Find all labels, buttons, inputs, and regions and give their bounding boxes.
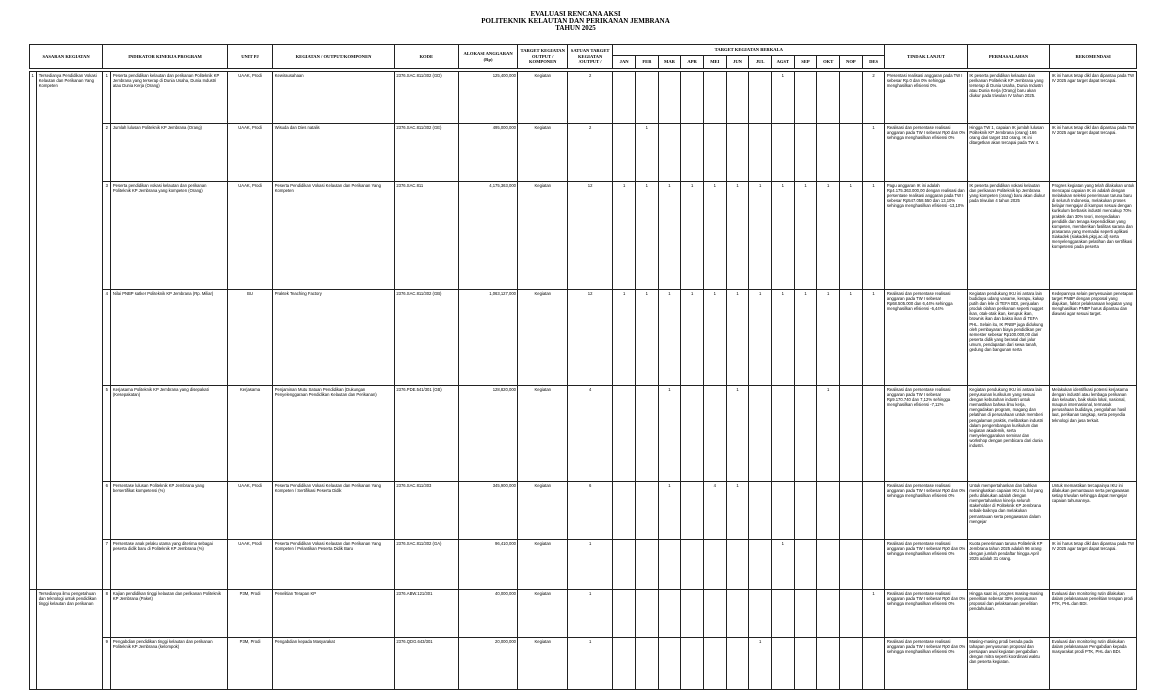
permasalahan-cell: Hingga TW 1, capaian IK jumlah lulusan Politeknik KP Jembrana (orang) 166 orang dari target 153 orang. IK ini ditargetkan akan tercapai pada TW 4.: [967, 124, 1049, 182]
header-month: JUN: [726, 56, 749, 69]
month-cell: 1: [681, 290, 704, 386]
indikator-number: 2: [103, 124, 111, 182]
indikator-cell: Nilai PNBP satker Politeknik KP Jembrana (Rp. Miliar): [111, 290, 227, 386]
month-cell: 1: [772, 540, 795, 590]
kegiatan-cell: Penelitian Terapan KP: [273, 590, 395, 638]
target-cell: 12: [567, 182, 612, 290]
satuan-cell: Kegiatan: [518, 638, 567, 690]
month-cell: 1: [794, 182, 817, 290]
month-cell: [635, 590, 658, 638]
month-cell: [635, 72, 658, 124]
month-cell: [658, 540, 681, 590]
month-cell: [817, 72, 840, 124]
month-cell: [749, 386, 772, 482]
unit-cell: UAAK, Prodi: [227, 124, 272, 182]
indikator-number: 3: [103, 182, 111, 290]
alokasi-cell: 20,000,000: [458, 638, 518, 690]
month-cell: [613, 540, 636, 590]
month-cell: 1: [817, 182, 840, 290]
kegiatan-cell: Peserta Pendidikan Vokasi Kelautan dan Perikanan Yang Kompeten / Pelantikan Peserta Didik Baru: [273, 540, 395, 590]
month-cell: [703, 590, 726, 638]
satuan-cell: Kegiatan: [518, 540, 567, 590]
indikator-cell: Persentase lulusan Politeknik KP Jembrana yang bersertifikat kompetensi (%): [111, 482, 227, 540]
month-cell: 1: [749, 182, 772, 290]
month-cell: 1: [840, 182, 863, 290]
tindak-lanjut-cell: Realisasi dan persentase realisasi anggaran pada TW I sebesar Rp0 dan 0% sehingga menghasilkan efisiensi 0%: [885, 124, 967, 182]
alokasi-cell: 495,000,000: [458, 124, 518, 182]
header-alokasi: ALOKASI ANGGARAN (Rp): [458, 45, 518, 69]
header-month: DES: [862, 56, 885, 69]
header-unit: UNIT PJ: [227, 45, 272, 69]
alokasi-cell: 125,400,000: [458, 72, 518, 124]
tindak-lanjut-cell: Realisasi dan persentase realisasi anggaran pada TW I sebesar Rp0 dan 0% sehingga menghasilkan efisiensi 0%: [885, 638, 967, 690]
alokasi-cell: 128,820,000: [458, 386, 518, 482]
indikator-number: 9: [103, 638, 111, 690]
indikator-cell: Jumlah lulusan Politeknik KP Jembrana (Orang): [111, 124, 227, 182]
permasalahan-cell: IK peserta pendidikan vokasi kelautan dan perikanan Politeknik kp Jembrana yang kompeten (orang) baru akan diukur pada triwulan 4 tahun 2025: [967, 182, 1049, 290]
month-cell: [772, 482, 795, 540]
month-cell: [726, 638, 749, 690]
month-cell: [703, 540, 726, 590]
header-month: AGST: [772, 56, 795, 69]
month-cell: [726, 590, 749, 638]
month-cell: [794, 540, 817, 590]
indikator-cell: Pengabdian pendidikan tinggi kelautan dan perikanan Politeknik KP Jembrana (kelompok): [111, 638, 227, 690]
permasalahan-cell: Kegiatan pendukung IKU ini antara lain penyusunan kurikulum yang sesuai dengan kebutuhan industri untuk memastikan bahwa ilmu kerja, mengadakan program, magang dan pelatihan di perusahaan untuk memberi pengalaman praktis, melibatkan industri dalam pengembangan kurikulum dan kegiatan akademik, serta menyelenggarakan seminar dan workshop dengan pembicara dari dunia industri.: [967, 386, 1049, 482]
month-cell: 1: [749, 290, 772, 386]
month-cell: [794, 124, 817, 182]
institution-title: POLITEKNIK KELAUTAN DAN PERIKANAN JEMBRANA: [481, 17, 670, 25]
satuan-cell: Kegiatan: [518, 482, 567, 540]
header-month: SEP: [794, 56, 817, 69]
sasaran-cell: Tersedianya Pendidikan Vokasi Kelautan dan Perikanan Yang Kompeten: [37, 72, 103, 590]
kegiatan-cell: Wisuda dan Dies natalis: [273, 124, 395, 182]
month-cell: [840, 72, 863, 124]
header-month: NOP: [840, 56, 863, 69]
indikator-cell: Kajian pendidikan tinggi kelautan dan perikanan Politeknik KP Jembrana (Paket): [111, 590, 227, 638]
month-cell: 1: [817, 386, 840, 482]
alokasi-cell: 4,175,363,000: [458, 182, 518, 290]
satuan-cell: Kegiatan: [518, 72, 567, 124]
kode-cell: 2376.SAC.811/302 (GB): [394, 290, 458, 386]
satuan-cell: Kegiatan: [518, 290, 567, 386]
header-satuan: SATUAN TARGET KEGIATAN /OUTPUT /: [567, 45, 612, 69]
indikator-cell: Persentase anak pelaku utama yang diterima sebagai peserta didik baru di Politeknik KP Jembrana (%): [111, 540, 227, 590]
header-kegiatan: KEGIATAN / OUTPUT/KOMPONEN: [273, 45, 395, 69]
month-cell: 1: [749, 638, 772, 690]
month-cell: [635, 386, 658, 482]
month-cell: [749, 124, 772, 182]
header-month: MAR: [658, 56, 681, 69]
kegiatan-cell: Praktek Teaching Factory: [273, 290, 395, 386]
indikator-number: 5: [103, 386, 111, 482]
report-title: EVALUASI RENCANA AKSI: [530, 10, 621, 18]
month-cell: [840, 540, 863, 590]
satuan-cell: Kegiatan: [518, 386, 567, 482]
indikator-number: 6: [103, 482, 111, 540]
satuan-cell: Kegiatan: [518, 124, 567, 182]
month-cell: [703, 638, 726, 690]
tindak-lanjut-cell: Realisasi dan persentase realisasi anggaran pada TW I sebesar Rp0 dan 0% sehingga menghasilkan efisiensi 0%: [885, 482, 967, 540]
month-cell: [613, 638, 636, 690]
rekomendasi-cell: IK ini harus tetap dikl dan dipantau pada TW IV 2025 agar target dapat tercapai.: [1050, 540, 1137, 590]
header-sasaran: SASARAN KEGIATAN: [30, 45, 103, 69]
permasalahan-cell: Masing-masing prodi berada pada tahapan penyusunan proposal dan persiapan awal kegiatan pengabdian dengan mitra seperti koordinasi waktu dan peserta kegiatan.: [967, 638, 1049, 690]
kegiatan-cell: Peserta Pendidikan Vokasi Kelautan dan Perikanan Yang Kompeten / Sertifikasi Peserta Didik: [273, 482, 395, 540]
rekomendasi-cell: IK ini harus tetap dikl dan dipantau pada TW IV 2025 agar target dapat tercapai.: [1050, 124, 1137, 182]
table-row: [30, 290, 1137, 386]
target-cell: 2: [567, 72, 612, 124]
header-month: OKT: [817, 56, 840, 69]
header-target-output: TARGET KEGIATAN OUTPUT / KOMPONEN: [518, 45, 567, 69]
tindak-lanjut-cell: Realisasi dan persentase realisasi anggaran pada TW I sebesar Rp0 dan 0% sehingga menghasilkan efisiensi 0%: [885, 540, 967, 590]
sasaran-number: 1: [30, 72, 37, 590]
target-cell: 6: [567, 482, 612, 540]
target-cell: 1: [567, 540, 612, 590]
alokasi-cell: 345,900,000: [458, 482, 518, 540]
month-cell: 1: [840, 290, 863, 386]
month-cell: 1: [658, 290, 681, 386]
month-cell: [681, 590, 704, 638]
kegiatan-cell: Pengabdian kepada Masyarakat: [273, 638, 395, 690]
month-cell: [681, 540, 704, 590]
month-cell: [840, 386, 863, 482]
month-cell: [749, 590, 772, 638]
tindak-lanjut-cell: Realisasi dan persentase realisasi anggaran pada TW I sebesar Rp9.170.740 dan 7,12% sehingga menghasilkan efisiensi -7,12%: [885, 386, 967, 482]
tindak-lanjut-cell: Realisasi dan persentase realisasi anggaran pada TW I sebesar Rp68.505.000 dan 6,44% sehingga menghasilkan efisiensi -6,44%: [885, 290, 967, 386]
month-cell: [749, 540, 772, 590]
target-cell: 1: [567, 638, 612, 690]
month-cell: 1: [613, 290, 636, 386]
unit-cell: UAAK, Prodi: [227, 540, 272, 590]
kode-cell: 2376.QDG.643/301: [394, 638, 458, 690]
tindak-lanjut-cell: Presentasi realisasi anggaran pada TW I sebesar Rp.0 dan 0% sehingga menghasilkan efisiensi 0%.: [885, 72, 967, 124]
kode-cell: 2376.ABW.121/301: [394, 590, 458, 638]
month-cell: 1: [862, 124, 885, 182]
month-cell: 1: [658, 386, 681, 482]
header-month: MEI: [703, 56, 726, 69]
month-cell: [658, 124, 681, 182]
kode-cell: 2376.SAC.811/302 (GD): [394, 72, 458, 124]
month-cell: [726, 72, 749, 124]
sasaran-cell: Tersedianya ilmu pengetahuan dan teknologi untuk pendidikan tinggi kelautan dan perikanan: [37, 590, 103, 690]
month-cell: [840, 124, 863, 182]
month-cell: [613, 72, 636, 124]
tindak-lanjut-cell: Pagu anggaran IK ini adalah Rp4.175.363.000,00 dengan realisasi dan persentase realisasi anggaran pada TW I sebesar Rp547.058.550 dan 13,10% sehingga menghasilkan efisiensi -13,10%: [885, 182, 967, 290]
month-cell: [681, 72, 704, 124]
month-cell: 1: [726, 182, 749, 290]
unit-cell: UAAK, Prodi: [227, 72, 272, 124]
month-cell: 1: [817, 290, 840, 386]
header-kode: KODE: [394, 45, 458, 69]
rekomendasi-cell: IK ini harus tetap dikl dan dipantau pada TW IV 2025 agar target dapat tercapai.: [1050, 72, 1137, 124]
month-cell: [681, 482, 704, 540]
month-cell: [703, 72, 726, 124]
table-row: [30, 182, 1137, 290]
month-cell: [681, 386, 704, 482]
month-cell: [862, 540, 885, 590]
month-cell: [726, 540, 749, 590]
month-cell: 1: [658, 482, 681, 540]
month-cell: [658, 638, 681, 690]
month-cell: 1: [635, 290, 658, 386]
month-cell: 1: [794, 290, 817, 386]
month-cell: [772, 124, 795, 182]
month-cell: [817, 482, 840, 540]
permasalahan-cell: Kuota penerimaan taruna Politeknik KP Jembrana tahun 2025 adalah 96 orang dengan jumlah pendaftar hingga April 2025 adalah 31 orang.: [967, 540, 1049, 590]
month-cell: [840, 482, 863, 540]
header-tindak-lanjut: TINDAK LANJUT: [885, 45, 967, 69]
month-cell: [726, 124, 749, 182]
indikator-number: 8: [103, 590, 111, 638]
kode-cell: 2376.SAC.811/303: [394, 482, 458, 540]
month-cell: [817, 638, 840, 690]
unit-cell: P3M, Prodi: [227, 590, 272, 638]
target-cell: 12: [567, 290, 612, 386]
month-cell: 1: [635, 182, 658, 290]
month-cell: [840, 638, 863, 690]
unit-cell: UAAK, Prodi: [227, 182, 272, 290]
month-cell: 1: [862, 590, 885, 638]
month-cell: [749, 482, 772, 540]
kegiatan-cell: Penjaminan Mutu Satuan Pendidikan (Dukungan Penyelenggaraan Pendidikan Kelautan dan Perikanan): [273, 386, 395, 482]
alokasi-cell: 96,410,000: [458, 540, 518, 590]
table-row: [30, 386, 1137, 482]
header-berkala: TARGET KEGIATAN BERKALA: [613, 45, 885, 56]
indikator-cell: Peserta pendidikan vokasi kelautan dan perikanan Politeknik KP Jembrana yang kompeten (Orang): [111, 182, 227, 290]
indikator-cell: Peserta pendidikan kelautan dan perikanan Politeknik KP Jembrana yang terserap di Dunia Usaha, Dunia Industri atau Dunia Kerja (Orang): [111, 72, 227, 124]
month-cell: [794, 72, 817, 124]
evaluation-table: [29, 44, 1137, 690]
month-cell: [772, 638, 795, 690]
month-cell: 4: [703, 482, 726, 540]
target-cell: 2: [567, 124, 612, 182]
table-row: [30, 638, 1137, 690]
sasaran-number: [30, 590, 37, 690]
month-cell: [658, 590, 681, 638]
header-permasalahan: PERMASALAHAN: [967, 45, 1049, 69]
unit-cell: P3M, Prodi: [227, 638, 272, 690]
month-cell: [794, 482, 817, 540]
rekomendasi-cell: Kedepannya selain penyesuaian penetapan target PNBP dengan proposal yang diajukan, faktor pelaksanaan kegiatan yang menghasilkan PNBP harus dipantau dan diawasi agar sesuai target.: [1050, 290, 1137, 386]
permasalahan-cell: Hingga saat ini, progres masing-masing penelitian sebesar 30% penyusunan proposal dan pelaksanaan penelitian pendahuluan.: [967, 590, 1049, 638]
month-cell: [703, 386, 726, 482]
rekomendasi-cell: Progres kegiatan yang telah dilakukan untuk mencapai capaian IK ini adalah dengan melakukan seleksi penerimaan taruna baru di seluruh Indonesia, melakukan proses belajar mengajar di kampus sesuai dengan kurikulum berbasis industri mencakup 70% praktek dan 30% teori, menyediakan pendidik dan tenaga kependidikan yang kompeten, memberikan fasilitas sarana dan prasarana yang memadai seperti aplikasi Siakadek (siakadek.pkpj.ac.id) serta menyelenggarakan pelatihan dan sertifikasi kompetensi pada peserta: [1050, 182, 1137, 290]
header-indikator: INDIKATOR KINERJA PROGRAM: [103, 45, 228, 69]
month-cell: 1: [726, 290, 749, 386]
indikator-number: 1: [103, 72, 111, 124]
month-cell: 1: [726, 482, 749, 540]
month-cell: 1: [772, 290, 795, 386]
target-cell: 1: [567, 590, 612, 638]
table-row: [30, 124, 1137, 182]
rekomendasi-cell: Evaluasi dan monitoring rutin dilakukan dalam pelaksanaan Pengabdian kepada masyarakat prodi PTK, PHL dan BDI.: [1050, 638, 1137, 690]
month-cell: [840, 590, 863, 638]
unit-cell: Kerjasama: [227, 386, 272, 482]
alokasi-cell: 1,063,127,000: [458, 290, 518, 386]
month-cell: [772, 590, 795, 638]
month-cell: [681, 638, 704, 690]
month-cell: [817, 540, 840, 590]
kode-cell: 2376.SAC.811: [394, 182, 458, 290]
month-cell: 1: [772, 182, 795, 290]
month-cell: [772, 386, 795, 482]
indikator-number: 4: [103, 290, 111, 386]
header-month: APR: [681, 56, 704, 69]
month-cell: [794, 590, 817, 638]
header-month: JUL: [749, 56, 772, 69]
header-month: FEB: [635, 56, 658, 69]
satuan-cell: Kegiatan: [518, 590, 567, 638]
month-cell: [681, 124, 704, 182]
rekomendasi-cell: Melakukan identifikasi potensi kerjasama dengan industri atau lembaga perikanan dan kelautan, baik skala lokal, nasional, maupun internasional, termasuk perusahaan budidaya, pengolahan hasil laut, perikanan tangkap, serta penyedia teknologi dan jasa terkait.: [1050, 386, 1137, 482]
indikator-number: 7: [103, 540, 111, 590]
month-cell: 1: [726, 386, 749, 482]
month-cell: 1: [681, 182, 704, 290]
rekomendasi-cell: Evaluasi dan monitoring rutin dilakukan dalam pelaksanaan penelitian terapan prodi PTK, PHL dan BDI.: [1050, 590, 1137, 638]
month-cell: [635, 540, 658, 590]
kegiatan-cell: Peserta Pendidikan Vokasi Kelautan dan Perikanan Yang Kompeten: [273, 182, 395, 290]
permasalahan-cell: Untuk mempertahankan dan bahkan meningkatkan capaian IKU ini, hal yang perlu dilakukan adalah dengan mempertahankan kinerja seluruh stakeholder di Politeknik KP Jembrana sebaik-baiknya dan melakukan pemantauan serta pengawasan dalam mengejar: [967, 482, 1049, 540]
month-cell: 2: [862, 72, 885, 124]
month-cell: [862, 482, 885, 540]
permasalahan-cell: Kegiatan pendukung IKU ini antara lain budidaya udang vaname, kerapu, kakap putih dan lele di TEFA BDI, penjualan produk olahan perikanan seperti nugget ikan, otak-otak ikan, kerupuk ikan, brownis ikan dan bakso ikan di TEFA PHL. Selain itu, IK PNBP juga didukung oleh pembayaran biaya pendidikan per semester sebesar Rp100.000,00 dari peserta didik yang berasal dari jalur umum, pendapatan dari sewa tanah, gedung dan bangunan serta: [967, 290, 1049, 386]
target-cell: 4: [567, 386, 612, 482]
month-cell: [862, 386, 885, 482]
month-cell: [613, 590, 636, 638]
table-row: [30, 590, 1137, 638]
kode-cell: 2376.SAC.811/302 (GE): [394, 124, 458, 182]
month-cell: [613, 386, 636, 482]
kegiatan-cell: Kewirausahaan: [273, 72, 395, 124]
month-cell: [635, 638, 658, 690]
table-row: [30, 482, 1137, 540]
month-cell: 1: [703, 290, 726, 386]
month-cell: [794, 638, 817, 690]
rekomendasi-cell: Untuk memastikan tercapainya IKU ini dilakukan pemantauan serta pengawasan setiap triwulan sehingga dapat mengejar capaian tahunannya.: [1050, 482, 1137, 540]
month-cell: [794, 386, 817, 482]
kode-cell: 2376.PDE.541/301 (GB): [394, 386, 458, 482]
month-cell: 1: [772, 72, 795, 124]
month-cell: [817, 124, 840, 182]
table-row: [30, 540, 1137, 590]
month-cell: [658, 72, 681, 124]
unit-cell: BU: [227, 290, 272, 386]
month-cell: [817, 590, 840, 638]
year-title: TAHUN 2025: [555, 24, 596, 32]
month-cell: 1: [658, 182, 681, 290]
month-cell: 1: [703, 182, 726, 290]
header-month: JAN: [613, 56, 636, 69]
month-cell: 1: [862, 290, 885, 386]
kode-cell: 2376.SAC.811/302 (GA): [394, 540, 458, 590]
indikator-cell: Kerjasama Politeknik KP Jembrana yang disepakati (Kesepakatan): [111, 386, 227, 482]
permasalahan-cell: IK peserta pendidikan kelautan dan perikanan Politeknik KP Jembrana yang terserap di Dunia Usaha, Dunia Industri atau Dunia Kerja (Orang) baru akan diukur pada triwulan IV tahun 2025.: [967, 72, 1049, 124]
alokasi-cell: 40,000,000: [458, 590, 518, 638]
month-cell: 1: [613, 182, 636, 290]
month-cell: [613, 124, 636, 182]
month-cell: 1: [862, 182, 885, 290]
tindak-lanjut-cell: Realisasi dan persentase realisasi anggaran pada TW I sebesar Rp0 dan 0% sehingga menghasilkan efisiensi 0%: [885, 590, 967, 638]
table-row: [30, 72, 1137, 124]
month-cell: [703, 124, 726, 182]
unit-cell: UAAK, Prodi: [227, 482, 272, 540]
satuan-cell: Kegiatan: [518, 182, 567, 290]
month-cell: [749, 72, 772, 124]
header-rekomendasi: REKOMENDASI: [1050, 45, 1137, 69]
month-cell: [613, 482, 636, 540]
month-cell: 1: [635, 124, 658, 182]
month-cell: [862, 638, 885, 690]
month-cell: [635, 482, 658, 540]
